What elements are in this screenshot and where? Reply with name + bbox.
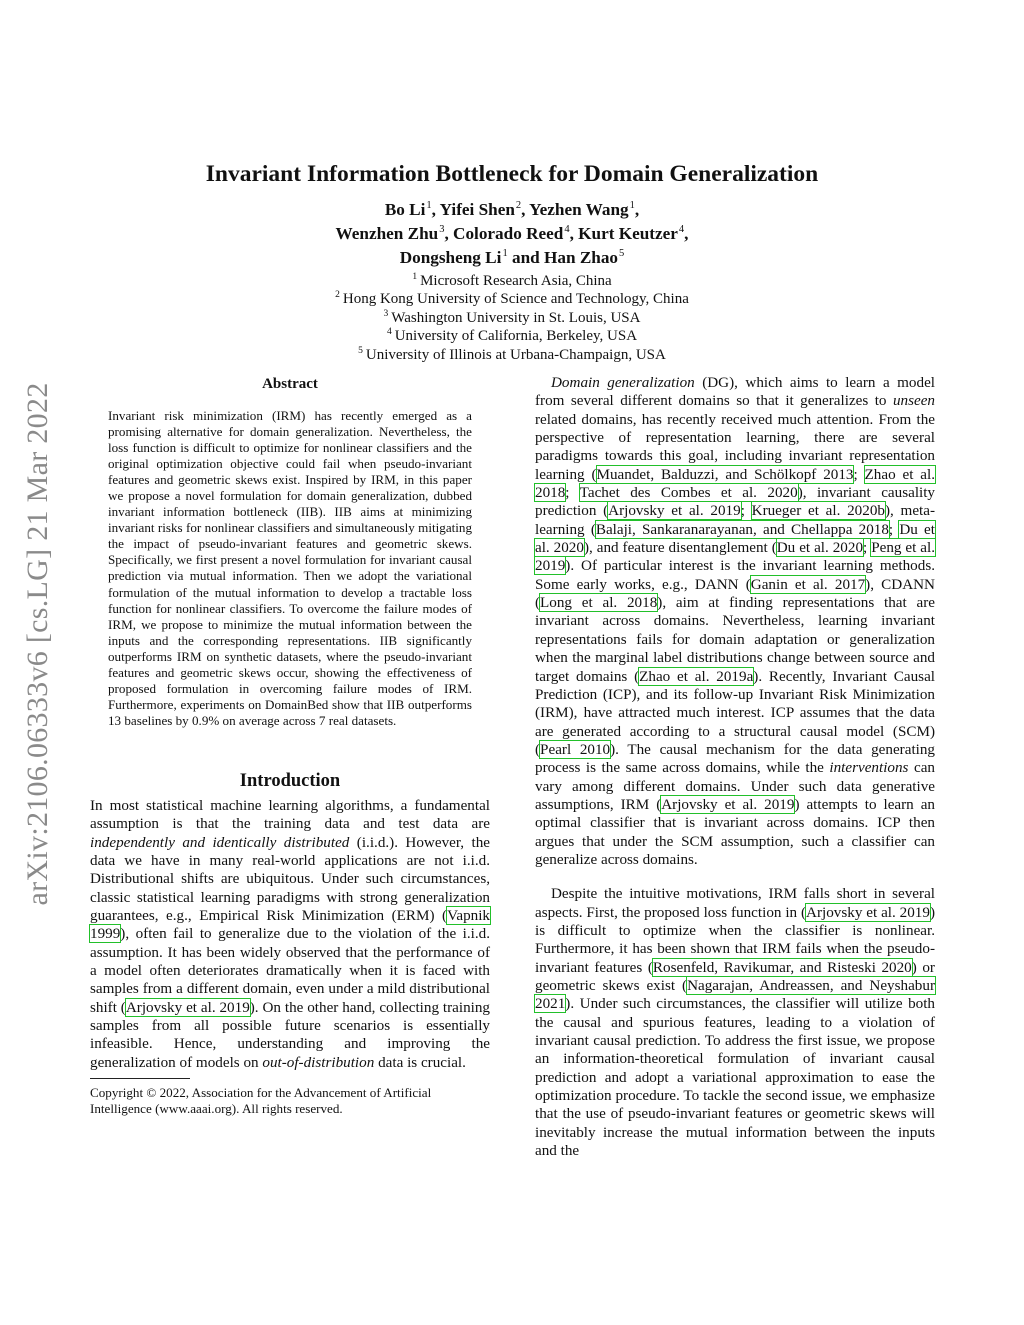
citation-link[interactable]: Pearl 2010: [540, 740, 611, 758]
paragraph-text: ) is difficult to optimize when the classifier is nonlinear. Furthermore, it has been shown that IRM fails when the pseudo-invariant features (: [535, 903, 935, 976]
affiliation-number: 4: [386, 327, 392, 338]
abstract-text: Invariant risk minimization (IRM) has recently emerged as a promising alternative for domain generalization. Nevertheless, the loss function is difficult to optimize for nonlinear classifiers and the original optimization objective could fail when pseudo-invariant features and geometric skews exist. Inspired by IRM, in this paper we propose a novel formulation for domain generalization, dubbed invariant information bottleneck (IIB). IIB aims at minimizing invariant risks for nonlinear classifiers and simultaneously mitigating the impact of pseudo-invariant features and geometric skews. Specifically, we first present a novel formulation for invariant causal prediction via mutual information. Then we adopt the variational formulation of the mutual information to develop a tractable loss function for nonlinear classifiers. To overcome the failure modes of IRM, we propose to minimize the mutual information between the inputs and the corresponding representations. IIB significantly outperforms IRM on synthetic datasets, where the pseudo-invariant features and geometric skews occur, showing the effectiveness of proposed formulation in overcoming failure modes of IRM. Furthermore, experiments on DomainBed show that IIB outperforms 13 baselines by 0.9% on average across 7 real datasets.: [108, 408, 472, 728]
author-separator: ,: [431, 200, 440, 219]
author-separator: ,: [634, 200, 640, 219]
paragraph-text: ), and feature disentanglement (: [583, 539, 777, 557]
paragraph-text: ) attempts to learn an optimal classifier that is invariant across domains. ICP then argues that under the SCM assumption, such a classifier can generalize across domains.: [535, 795, 936, 868]
paragraph-text: related domains, has recently received much attention. From the perspective of representation learning, there are several paradigms towards this goal, including invariant representation learning (: [535, 410, 935, 483]
author-line: [200, 222, 824, 246]
citation-link[interactable]: Nagarajan, Andreassen, and Neyshabur 2021: [535, 977, 935, 1013]
paragraph-text: ;: [853, 465, 865, 483]
author-list: [200, 198, 824, 270]
abstract-heading: Abstract: [262, 376, 318, 392]
author-line: [200, 246, 824, 270]
paragraph-text: In most statistical machine learning algorithms, a fundamental assumption is that the training data and test data are: [90, 796, 490, 833]
affiliation: [200, 309, 824, 327]
author-affil-marker: 1: [629, 200, 635, 211]
author-name: Kurt Keutzer: [578, 224, 678, 243]
citation-link[interactable]: Arjovsky et al. 2019: [806, 903, 930, 921]
author-separator: and: [507, 248, 544, 267]
paragraph-text: ) or geometric skews exist (: [535, 958, 935, 994]
affiliation-number: 2: [335, 290, 340, 301]
citation-link[interactable]: Muandet, Balduzzi, and Schölkopf 2013: [596, 465, 854, 483]
intro-paragraph-2: [535, 374, 935, 869]
affiliation-number: 3: [383, 308, 389, 319]
author-name: Wenzhen Zhu: [335, 224, 439, 243]
paragraph-text: ;: [863, 539, 872, 557]
arxiv-id: arXiv:2106.06333v6 [cs.LG] 21 Mar 2022: [21, 382, 54, 906]
author-affil-marker: 4: [678, 224, 685, 235]
affiliation: [200, 346, 824, 364]
affiliation-text: Hong Kong University of Science and Technology, China: [342, 291, 689, 308]
citation-link[interactable]: Krueger et al. 2020b: [751, 502, 885, 520]
paragraph-text: Despite the intuitive motivations, IRM falls short in several aspects. First, the proposed loss function in (: [535, 885, 935, 921]
introduction-heading: Introduction: [239, 770, 341, 791]
author-name: Dongsheng Li: [399, 248, 502, 267]
citation-link[interactable]: Arjovsky et al. 2019: [125, 998, 250, 1016]
intro-paragraph-3: [535, 885, 935, 1160]
paragraph-text: ;: [565, 484, 580, 502]
paragraph-text: (i.i.d.). However, the data we have in many real-world applications are not i.i.d. Distributional shifts are ubiquitous. Under such circumstances, classic statistical learning paradigms with strong generalization guarantees, e.g., Empirical Risk Minimization (ERM) (: [90, 833, 490, 924]
author-line: [200, 198, 824, 222]
italic-text: interventions: [829, 759, 909, 777]
intro-paragraph-1: [90, 797, 490, 1072]
paragraph-text: ), meta-learning (: [535, 502, 936, 538]
arxiv-watermark: [16, 348, 60, 940]
affiliation-text: Washington University in St. Louis, USA: [391, 309, 641, 326]
citation-link[interactable]: Vapnik 1999: [90, 907, 490, 943]
author-name: Yezhen Wang: [529, 200, 629, 219]
affiliation-text: University of Illinois at Urbana-Champaign, USA: [365, 346, 666, 363]
italic-text: independently and identically distributed: [90, 833, 350, 851]
author-name: Bo Li: [384, 200, 426, 219]
author-separator: ,: [684, 224, 689, 243]
affiliation: [200, 327, 824, 345]
citation-link[interactable]: Rosenfeld, Ravikumar, and Risteski 2020: [652, 958, 912, 976]
paper-title: Invariant Information Bottleneck for Domain Generalization: [205, 161, 819, 187]
author-name: Yifei Shen: [439, 200, 515, 219]
affiliation-text: Microsoft Research Asia, China: [420, 273, 612, 289]
citation-link[interactable]: Ganin et al. 2017: [750, 575, 866, 593]
paragraph-text: data is crucial.: [374, 1053, 466, 1071]
paragraph-text: ). Of particular interest is the invariant learning methods. Some early works, e.g., DANN (: [535, 557, 935, 593]
author-affil-marker: 5: [619, 248, 625, 259]
footnote-divider: [90, 1078, 190, 1079]
citation-link[interactable]: Long et al. 2018: [540, 594, 658, 612]
affiliation-text: University of California, Berkeley, USA: [394, 328, 638, 345]
citation-link[interactable]: Arjovsky et al. 2019: [608, 502, 741, 520]
paragraph-text: ), invariant causality prediction (: [535, 484, 936, 520]
author-affil-marker: 1: [502, 248, 508, 259]
author-separator: ,: [569, 224, 579, 243]
paragraph-text: ;: [888, 520, 900, 538]
paragraph-text: ), aim at finding representations that are invariant across domains. Nevertheless, learning invariant representations fails for domain adaptation or generalization when the marginal label distributions change between source and target domains (: [535, 594, 935, 685]
citation-link[interactable]: Tachet des Combes et al. 2020: [579, 484, 798, 502]
author-affil-marker: 4: [564, 224, 570, 235]
italic-text: unseen: [892, 392, 935, 410]
paragraph-text: ). Recently, Invariant Causal Prediction (ICP), and its follow-up Invariant Risk Minimization (IRM), have attracted much interest. ICP assumes that the data are generated according to a structural causal model (SCM) (: [535, 667, 935, 758]
affiliation-list: [200, 272, 824, 364]
author-name: Han Zhao: [544, 248, 619, 267]
paragraph-text: ), CDANN (: [535, 575, 935, 612]
affiliation: [200, 290, 824, 308]
paragraph-text: ). Under such circumstances, the classifier will utilize both the causal and spurious features, leading to a violation of invariant causal prediction. To address the first issue, we propose an information-theoretical formulation of invariant causal prediction and adopt a variational approximation to ease the optimization procedure. To tackle the second issue, we emphasize that the use of pseudo-invariant features or geometric skews will inevitably increase the mutual information between the inputs and the: [535, 995, 935, 1160]
author-name: Colorado Reed: [453, 224, 564, 243]
citation-link[interactable]: Zhao et al. 2019a: [639, 667, 754, 685]
affiliation-number: 1: [412, 272, 418, 282]
citation-link[interactable]: Arjovsky et al. 2019: [661, 795, 795, 813]
italic-text: out-of-distribution: [262, 1053, 375, 1071]
affiliation-number: 5: [358, 345, 363, 356]
paragraph-text: can vary among different domains. Under such data generative assumptions, IRM (: [535, 759, 935, 813]
italic-text: Domain generalization: [551, 374, 695, 391]
paragraph-text: ), often fail to generalize due to the violation of the i.i.d. assumption. It has been widely observed that the performance of a model often deteriorates dramatically when it is faced with samples from a different domain, even under a mild distributional shift (: [90, 925, 490, 1016]
author-affil-marker: 1: [426, 200, 432, 211]
left-column: [90, 374, 490, 1117]
right-column: [535, 374, 935, 1160]
author-affil-marker: 2: [515, 200, 522, 211]
citation-link[interactable]: Du et al. 2020: [776, 539, 864, 557]
citation-link[interactable]: Zhao et al. 2018: [535, 465, 935, 502]
citation-link[interactable]: Du et al. 2020: [535, 520, 935, 557]
paragraph-text: ). The causal mechanism for the data generating process is the same across domains, while the: [535, 740, 935, 777]
author-separator: ,: [444, 224, 454, 243]
author-affil-marker: 3: [439, 224, 445, 235]
citation-link[interactable]: Balaji, Sankaranarayanan, and Chellappa 2018: [595, 520, 889, 538]
copyright-footnote: Copyright © 2022, Association for the Advancement of Artificial Intelligence (www.aaai.org). All rights reserved.: [90, 1085, 432, 1117]
paragraph-text: ). On the other hand, collecting training samples from all possible future scenarios is essentially infeasible. Hence, understanding and improving the generalization of models on: [90, 998, 490, 1071]
paragraph-text: (DG), which aims to learn a model from several different domains so that it generalizes to: [535, 374, 935, 410]
citation-link[interactable]: Peng et al. 2019: [535, 539, 936, 575]
author-separator: ,: [521, 200, 530, 219]
paragraph-text: ;: [740, 502, 752, 520]
affiliation: [200, 272, 824, 290]
